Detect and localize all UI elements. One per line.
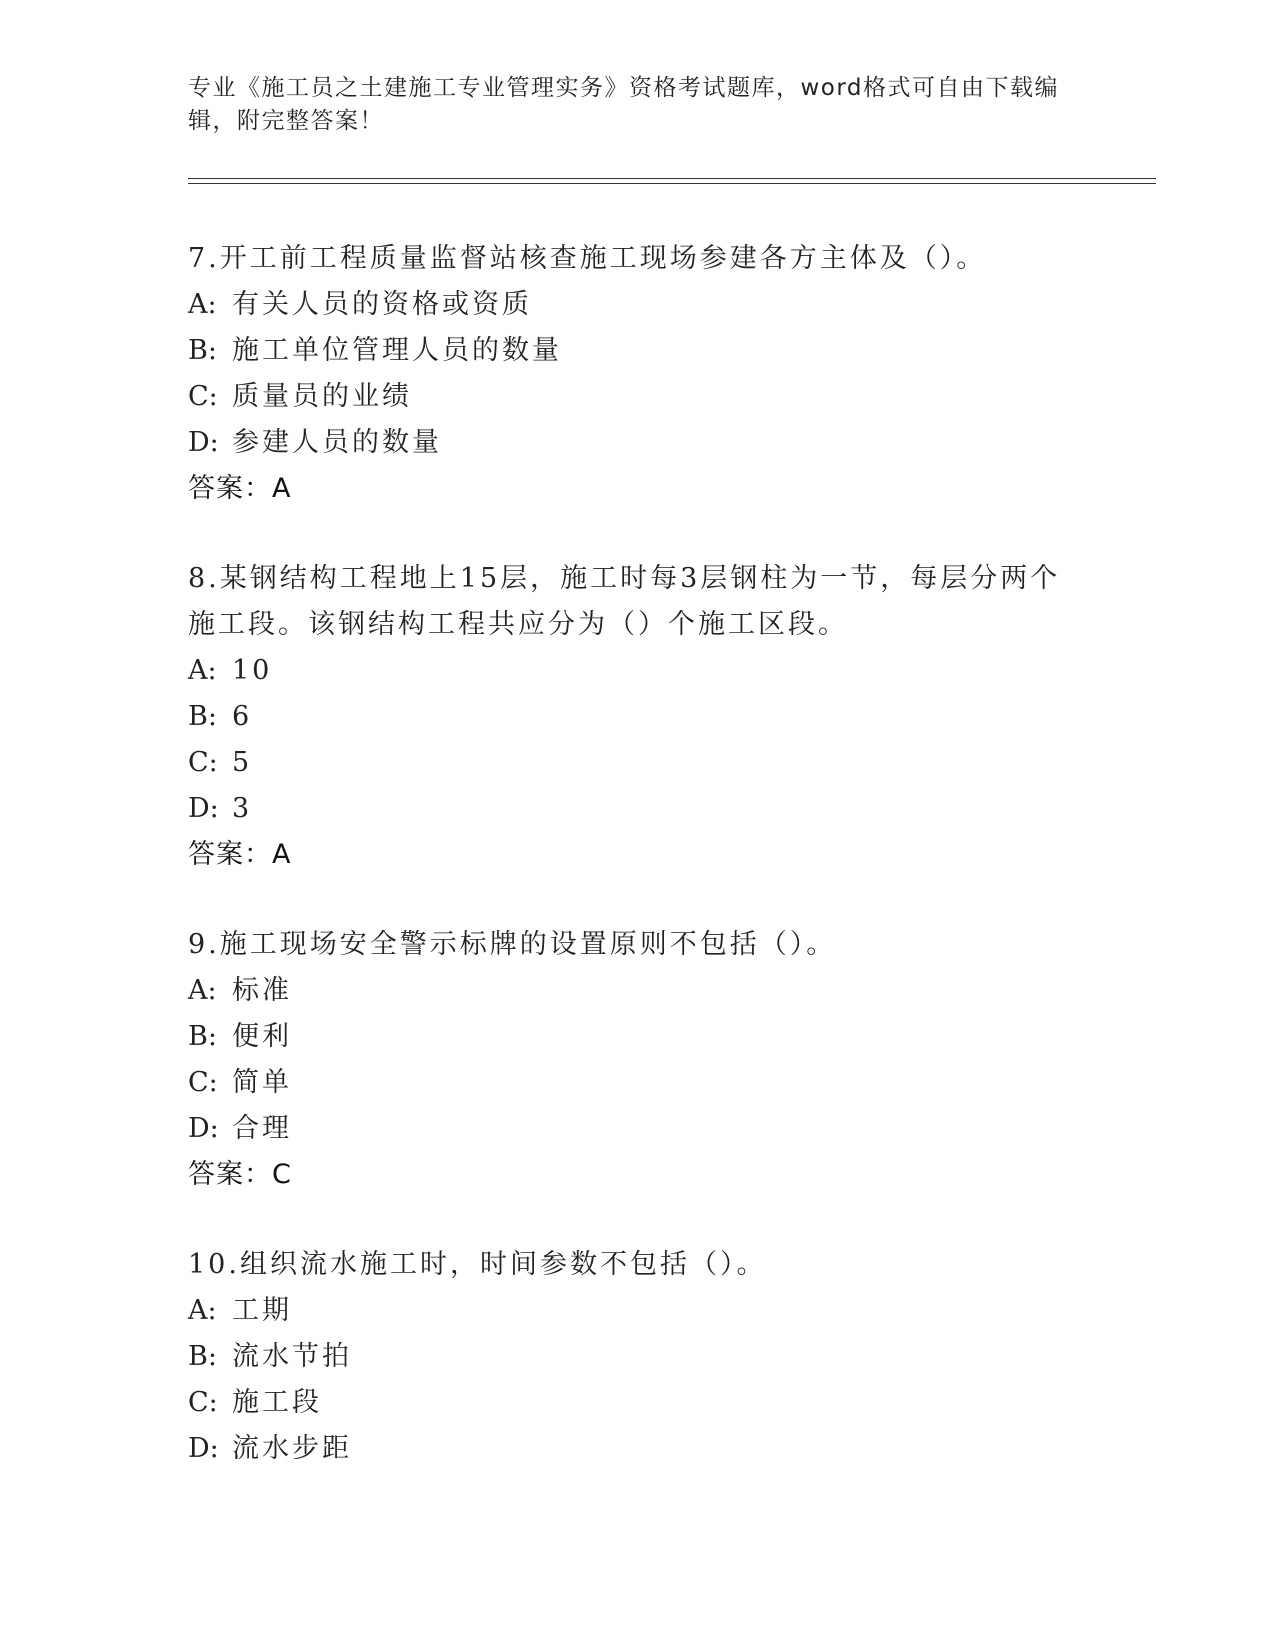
option-a [188, 282, 1088, 328]
option-text: 参建人员的数量 [232, 427, 442, 458]
question-10 [188, 1242, 1088, 1472]
option-d [188, 420, 1088, 466]
option-b [188, 1334, 1088, 1380]
option-text: 简单 [232, 1067, 292, 1098]
option-c [188, 1060, 1088, 1106]
option-text: 合理 [232, 1113, 292, 1144]
option-text: 标准 [232, 975, 292, 1006]
option-letter: D: [188, 1433, 219, 1464]
answer-value: C [272, 1159, 292, 1190]
option-a [188, 1288, 1088, 1334]
option-letter: C: [188, 381, 218, 412]
option-c [188, 1380, 1088, 1426]
option-text: 有关人员的资格或资质 [232, 289, 532, 320]
option-text: 质量员的业绩 [232, 381, 412, 412]
option-d [188, 1426, 1088, 1472]
option-b [188, 1014, 1088, 1060]
option-b [188, 328, 1088, 374]
option-letter: A: [188, 655, 217, 686]
option-letter: B: [188, 1021, 217, 1052]
answer-label: 答案： [188, 839, 272, 870]
option-d [188, 786, 1088, 832]
option-letter: A: [188, 975, 217, 1006]
option-letter: B: [188, 701, 217, 732]
option-letter: C: [188, 1387, 218, 1418]
answer-value: A [272, 473, 292, 504]
option-text: 流水步距 [232, 1433, 352, 1464]
document-header [188, 72, 1068, 138]
option-text: 施工段 [232, 1387, 322, 1418]
option-c [188, 374, 1088, 420]
answer-label: 答案： [188, 473, 272, 504]
option-letter: D: [188, 427, 219, 458]
option-text: 6 [232, 701, 253, 732]
option-text: 10 [232, 655, 273, 686]
option-text: 5 [232, 747, 253, 778]
answer-label: 答案： [188, 1159, 272, 1190]
option-a [188, 648, 1088, 694]
question-text: 8.某钢结构工程地上15层，施工时每3层钢柱为一节，每层分两个施工段。该钢结构工程共应分为（）个施工区段。 [188, 563, 1061, 640]
option-letter: A: [188, 1295, 217, 1326]
question-9 [188, 922, 1088, 1198]
question-text: 10.组织流水施工时，时间参数不包括（）。 [188, 1249, 767, 1280]
option-text: 工期 [232, 1295, 292, 1326]
question-list [188, 236, 1088, 1516]
question-8 [188, 556, 1088, 878]
header-divider-top [188, 178, 1156, 179]
answer-value: A [272, 839, 292, 870]
question-text: 9.施工现场安全警示标牌的设置原则不包括（）。 [188, 929, 837, 960]
option-c [188, 740, 1088, 786]
answer-line [188, 1152, 1088, 1198]
option-text: 便利 [232, 1021, 292, 1052]
option-a [188, 968, 1088, 1014]
option-letter: A: [188, 289, 217, 320]
question-7 [188, 236, 1088, 512]
question-text: 7.开工前工程质量监督站核查施工现场参建各方主体及（）。 [188, 243, 987, 274]
option-letter: C: [188, 1067, 218, 1098]
option-letter: B: [188, 1341, 217, 1372]
option-text: 3 [232, 793, 253, 824]
option-letter: D: [188, 793, 219, 824]
option-letter: B: [188, 335, 217, 366]
option-letter: D: [188, 1113, 219, 1144]
header-divider-bottom [188, 183, 1156, 184]
option-b [188, 694, 1088, 740]
option-d [188, 1106, 1088, 1152]
answer-line [188, 832, 1088, 878]
header-intro-text: 专业《施工员之土建施工专业管理实务》资格考试题库，word格式可自由下载编辑，附完整答案！ [188, 75, 1060, 134]
answer-line [188, 466, 1088, 512]
option-letter: C: [188, 747, 218, 778]
option-text: 流水节拍 [232, 1341, 352, 1372]
option-text: 施工单位管理人员的数量 [232, 335, 562, 366]
